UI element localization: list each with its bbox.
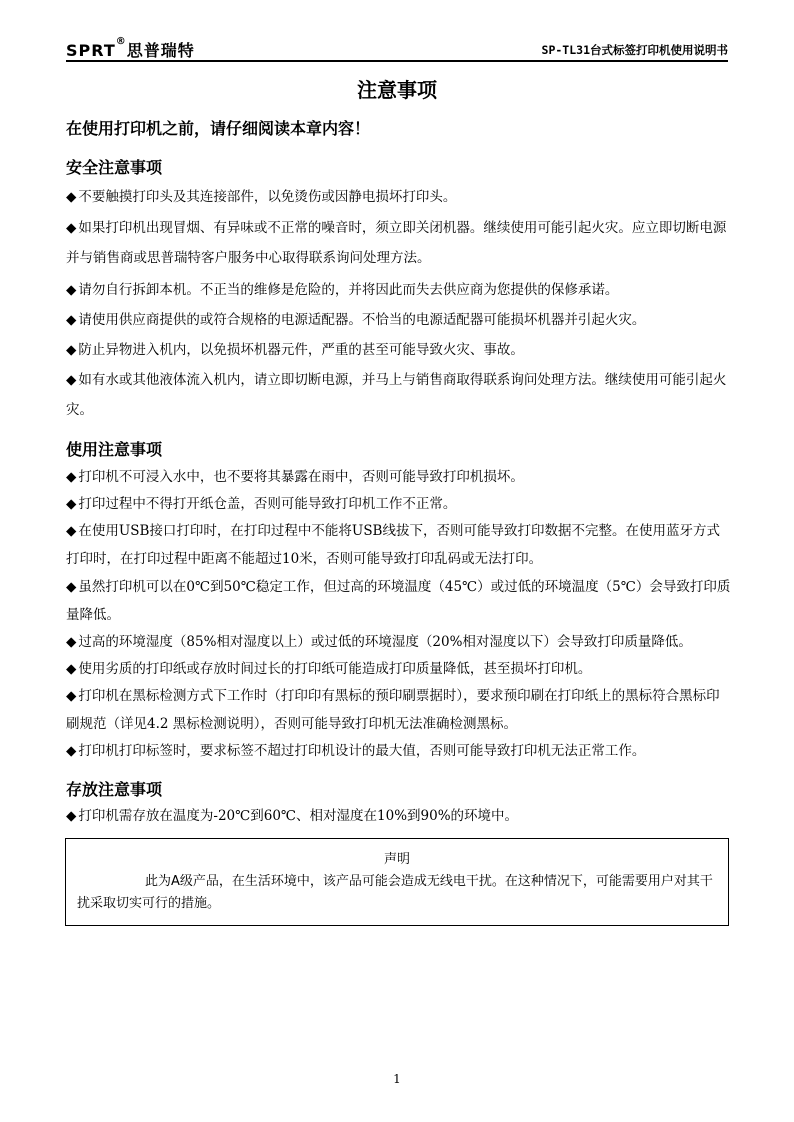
- bullet-icon: ◆: [66, 808, 77, 824]
- bullet-icon: ◆: [66, 312, 77, 328]
- usage-item: ◆ 在使用USB接口打印时，在打印过程中不能将USB线拔下，否则可能导致打印数据不完整。在使用蓝牙方式打印时，在打印过程中距离不能超过10米，否则可能导致打印乱码或无法打印。: [66, 523, 720, 567]
- safety-item: ◆ 防止异物进入机内，以免损坏机器元件，严重的甚至可能导致火灾、事故。: [66, 342, 524, 358]
- brand-name: SPRT: [66, 41, 116, 60]
- storage-section-heading: 存放注意事项: [66, 780, 163, 799]
- usage-section-heading: 使用注意事项: [66, 440, 163, 459]
- usage-item: ◆ 使用劣质的打印纸或存放时间过长的打印纸可能造成打印质量降低，甚至损坏打印机。: [66, 661, 592, 677]
- safety-item: ◆ 如有水或其他液体流入机内，请立即切断电源，并马上与销售商取得联系询问处理方法。继续使用可能引起火灾。: [66, 372, 727, 418]
- page-header: [66, 36, 728, 62]
- storage-item: ◆ 打印机需存放在温度为-20℃到60℃、相对湿度在10%到90%的环境中。: [66, 808, 519, 824]
- bullet-icon: ◆: [66, 496, 77, 512]
- page-number: 1: [393, 1072, 401, 1086]
- bullet-icon: ◆: [66, 189, 77, 205]
- bullet-icon: ◆: [66, 634, 77, 650]
- safety-section-heading: 安全注意事项: [66, 158, 163, 177]
- usage-item: ◆ 打印过程中不得打开纸仓盖，否则可能导致打印机工作不正常。: [66, 496, 457, 512]
- notice-body: 此为A级产品，在生活环境中，该产品可能会造成无线电干扰。在这种情况下，可能需要用户对其干扰采取切实可行的措施。: [77, 874, 713, 911]
- usage-item: ◆ 虽然打印机可以在0℃到50℃稳定工作，但过高的环境温度（45℃）或过低的环境温度（5℃）会导致打印质量降低。: [66, 579, 731, 623]
- brand-logo: [66, 38, 195, 61]
- registered-mark: ®: [115, 36, 127, 47]
- bullet-icon: ◆: [66, 342, 77, 358]
- brand-name-cn: 思普瑞特: [126, 41, 195, 60]
- bullet-icon: ◆: [66, 523, 77, 539]
- page-title: 注意事项: [357, 78, 437, 102]
- bullet-icon: ◆: [66, 688, 77, 704]
- safety-item: ◆ 不要触摸打印头及其连接部件，以免烫伤或因静电损坏打印头。: [66, 189, 457, 205]
- bullet-icon: ◆: [66, 743, 77, 759]
- usage-item: ◆ 打印机打印标签时，要求标签不超过打印机设计的最大值，否则可能导致打印机无法正常工作。: [66, 743, 646, 759]
- usage-item: ◆ 打印机在黑标检测方式下工作时（打印印有黑标的预印刷票据时），要求预印刷在打印纸上的黑标符合黑标印刷规范（详见4.2 黑标检测说明），否则可能导致打印机无法准确检测黑标。: [66, 688, 720, 732]
- bullet-icon: ◆: [66, 372, 77, 388]
- bullet-icon: ◆: [66, 282, 77, 298]
- intro-warning: 在使用打印机之前，请仔细阅读本章内容！: [66, 119, 371, 138]
- bullet-icon: ◆: [66, 661, 77, 677]
- notice-box: [65, 838, 729, 926]
- safety-item: ◆ 如果打印机出现冒烟、有异味或不正常的噪音时，须立即关闭机器。继续使用可能引起火灾。应立即切断电源并与销售商或思普瑞特客户服务中心取得联系询问处理方法。: [66, 220, 727, 266]
- bullet-icon: ◆: [66, 579, 77, 595]
- usage-item: ◆ 打印机不可浸入水中，也不要将其暴露在雨中，否则可能导致打印机损坏。: [66, 469, 524, 485]
- safety-item: ◆ 请勿自行拆卸本机。不正当的维修是危险的，并将因此而失去供应商为您提供的保修承诺。: [66, 282, 619, 298]
- bullet-icon: ◆: [66, 469, 77, 485]
- safety-item: ◆ 请使用供应商提供的或符合规格的电源适配器。不恰当的电源适配器可能损坏机器并引起火灾。: [66, 312, 646, 328]
- bullet-icon: ◆: [66, 220, 77, 236]
- notice-heading: 声明: [383, 852, 410, 867]
- usage-item: ◆ 过高的环境湿度（85%相对湿度以上）或过低的环境湿度（20%相对湿度以下）会导致打印质量降低。: [66, 634, 692, 650]
- document-title: SP-TL31台式标签打印机使用说明书: [541, 43, 728, 57]
